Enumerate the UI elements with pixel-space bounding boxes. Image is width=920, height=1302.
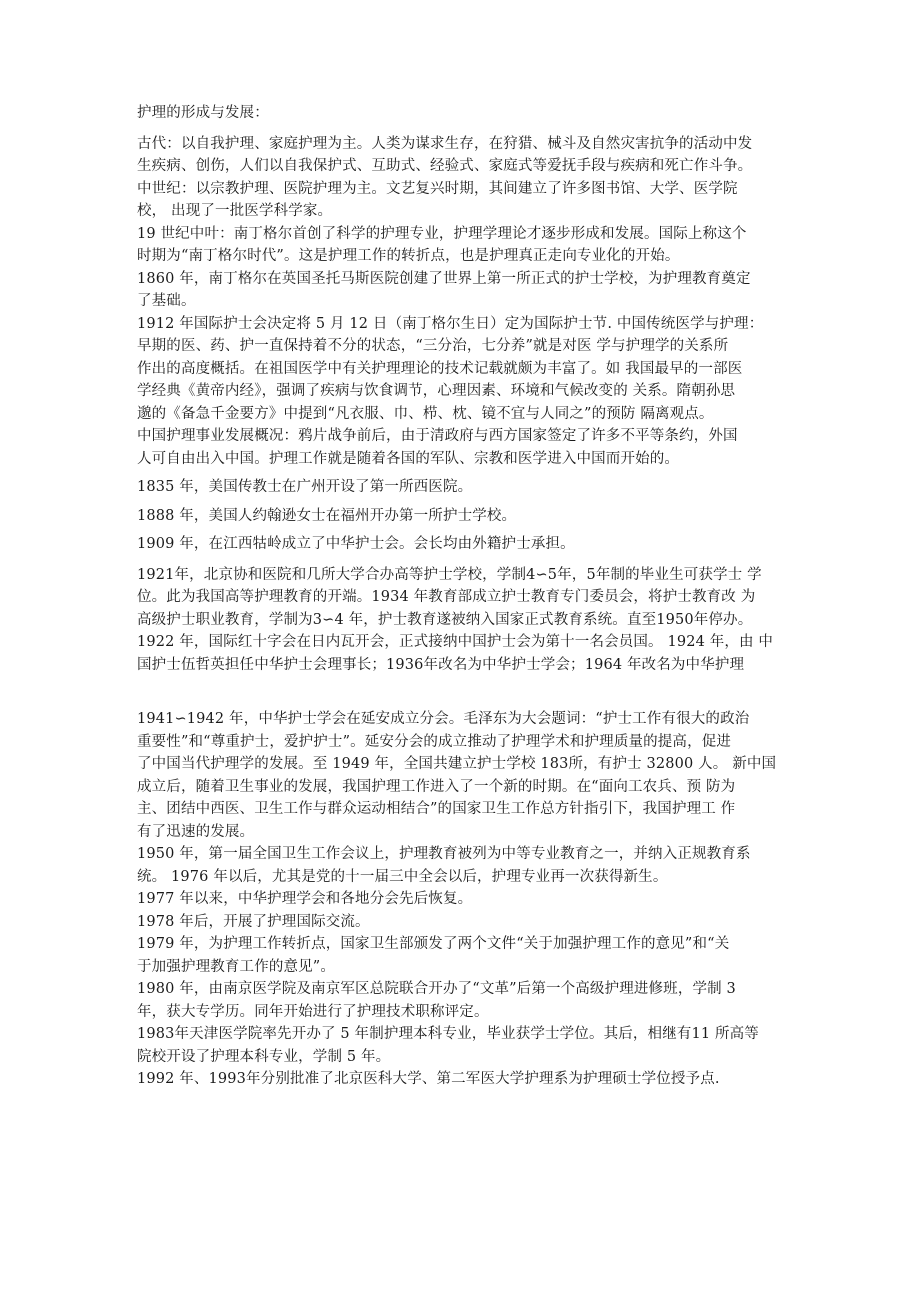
text-line: 1922 年，国际红十字会在日内瓦开会，正式接纳中国护士会为第十一名会员国。 1924 年，由 中 [137, 634, 774, 650]
text-line: 高级护士职业教育，学制为3∽4 年，护士教育遂被纳入国家正式教育系统。直至1950年停办。 [137, 611, 753, 628]
text-line: 早期的医、药、护一直保持着不分的状态，“三分治，七分养”就是对医 学与护理学的关系所 [137, 338, 729, 354]
text-line: 重要性”和“尊重护士，爱护护士”。延安分会的成立推动了护理学术和护理质量的提高，促进 [137, 733, 732, 750]
text-line: 院校开设了护理本科专业，学制 5 年。 [137, 1048, 391, 1065]
text-line: 1835 年，美国传教士在广州开设了第一所西医院。 [137, 479, 473, 495]
text-line: 1980 年，由南京医学院及南京军区总院联合开办了“文革”后第一个高级护理进修班，学制 3 [137, 981, 736, 997]
text-line: 国护士伍哲英担任中华护士会理事长；1936年改名为中华护士学会；1964 年改名为中华护理 [137, 656, 745, 673]
text-line: 1912 年国际护士会决定将 5 月 12 日（南丁格尔生日）定为国际护士节. 中国传统医学与护理： [137, 315, 764, 332]
text-line: 统。 1976 年以后，尤其是党的十一届三中全会以后，护理专业再一次获得新生。 [137, 868, 668, 885]
text-line: 1950 年，第一届全国卫生工作会议上，护理教育被列为中等专业教育之一，并纳入正规教育系 [137, 846, 751, 862]
text-line: 中国护理事业发展概况：鸦片战争前后，由于清政府与西方国家签定了许多不平等条约，外国 [137, 428, 738, 444]
text-line: 邈的《备急千金要方》中提到“凡衣服、巾、栉、枕、镜不宜与人同之”的预防 隔离观点。 [137, 405, 714, 422]
text-line: 于加强护理教育工作的意见”。 [137, 958, 336, 975]
text-line: 1979 年，为护理工作转折点，国家卫生部颁发了两个文件“关于加强护理工作的意见”和“关 [137, 936, 730, 952]
text-line: 1978 年后，开展了护理国际交流。 [137, 913, 370, 930]
text-line: 了中国当代护理学的发展。至 1949 年，全国共建立护士学校 183所，有护士 32800 人。 新中国 [137, 756, 777, 772]
text-line: 主、团结中西医、卫生工作与群众运动相结合”的国家卫生工作总方针指引下，我国护理工 作 [137, 801, 736, 817]
text-line: 有了迅速的发展。 [137, 823, 255, 840]
text-line: 1977 年以来，中华护理学会和各地分会先后恢复。 [137, 891, 473, 907]
document-title: 护理的形成与发展： [137, 105, 269, 121]
text-line: 1921年，北京协和医院和几所大学合办高等护士学校，学制4∽5年，5年制的毕业生可获学士 学 [137, 566, 762, 583]
text-line: 1983年天津医学院率先开办了 5 年制护理本科专业，毕业获学士学位。其后，相继有11 所高等 [137, 1026, 759, 1042]
text-line: 1888 年，美国人约翰逊女士在福州开办第一所护士学校。 [137, 507, 517, 524]
text-line: 年，获大专学历。同年开始进行了护理技术职称评定。 [137, 1003, 489, 1020]
text-line: 19 世纪中叶：南丁格尔首创了科学的护理专业，护理学理论才逐步形成和发展。国际上称这个 [137, 225, 747, 242]
text-line: 生疾病、创伤，人们以自我保护式、互助式、经验式、家庭式等爱抚手段与疾病和死亡作斗争。 [137, 158, 753, 174]
text-line: 时期为“南丁格尔时代”。这是护理工作的转折点，也是护理真正走向专业化的开始。 [137, 248, 680, 264]
text-line: 了基础。 [137, 293, 196, 309]
document-body [137, 102, 787, 1091]
text-line: 1860 年，南丁格尔在英国圣托马斯医院创建了世界上第一所正式的护士学校，为护理教育奠定 [137, 270, 751, 287]
text-line: 成立后，随着卫生事业的发展，我国护理工作进入了一个新的时期。在“面向工农兵、预 防为 [137, 778, 736, 795]
text-line: 学经典《黄帝内经》，强调了疾病与饮食调节，心理因素、环境和气候改变的 关系。隋朝孙思 [137, 383, 736, 399]
text-line: 人可自由出入中国。护理工作就是随着各国的军队、宗教和医学进入中国而开始的。 [137, 450, 680, 467]
text-line: 1992 年、1993年分别批准了北京医科大学、第二军医大学护理系为护理硕士学位授予点. [137, 1071, 720, 1087]
text-line: 作出的高度概括。在祖国医学中有关护理理论的技术记载就颇为丰富了。如 我国最早的一部医 [137, 360, 743, 377]
text-line: 中世纪：以宗教护理、医院护理为主。文艺复兴时期，其间建立了许多图书馆、大学、医学院 [137, 180, 738, 197]
text-line: 1941∽1942 年，中华护士学会在延安成立分会。毛泽东为大会题词：“护士工作有很大的政治 [137, 711, 750, 727]
text-line: 1909 年，在江西牯岭成立了中华护士会。会长均由外籍护士承担。 [137, 536, 575, 552]
text-line: 古代：以自我护理、家庭护理为主。人类为谋求生存，在狩猎、械斗及自然灾害抗争的活动中发 [137, 135, 753, 152]
text-line: 校， 出现了一批医学科学家。 [137, 203, 333, 219]
text-line: 位。此为我国高等护理教育的开端。1934 年教育部成立护士教育专门委员会，将护士教育改 为 [137, 589, 756, 605]
